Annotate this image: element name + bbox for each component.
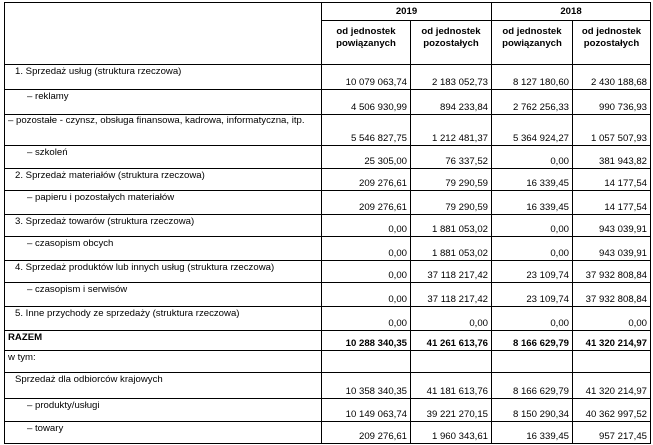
value-cell: 39 221 270,15 bbox=[411, 399, 492, 422]
value-cell: 79 290,59 bbox=[411, 191, 492, 215]
value-cell: 76 337,52 bbox=[411, 146, 492, 169]
row-label: 1. Sprzedaż usług (struktura rzeczowa) bbox=[5, 65, 322, 90]
table-row bbox=[5, 373, 651, 399]
value-cell: 1 881 053,02 bbox=[411, 215, 492, 237]
value-cell: 16 339,45 bbox=[492, 191, 573, 215]
col-2018-related: od jednostek powiązanych bbox=[492, 21, 573, 65]
value-cell: 23 109,74 bbox=[492, 261, 573, 283]
value-cell bbox=[492, 351, 573, 373]
value-cell: 0,00 bbox=[573, 307, 651, 331]
row-label: – szkoleń bbox=[5, 146, 322, 169]
row-label: w tym: bbox=[5, 351, 322, 373]
value-cell: 23 109,74 bbox=[492, 283, 573, 307]
table-row bbox=[5, 237, 651, 261]
row-label: – reklamy bbox=[5, 90, 322, 115]
table-row bbox=[5, 307, 651, 331]
table-row bbox=[5, 169, 651, 191]
value-cell: 0,00 bbox=[492, 307, 573, 331]
value-cell: 2 183 052,73 bbox=[411, 65, 492, 90]
value-cell: 0,00 bbox=[322, 261, 411, 283]
table-row bbox=[5, 283, 651, 307]
year-2018-header: 2018 bbox=[492, 3, 651, 21]
value-cell: 8 127 180,60 bbox=[492, 65, 573, 90]
value-cell: 381 943,82 bbox=[573, 146, 651, 169]
value-cell: 41 181 613,76 bbox=[411, 373, 492, 399]
value-cell: 943 039,91 bbox=[573, 215, 651, 237]
value-cell: 894 233,84 bbox=[411, 90, 492, 115]
value-cell: 8 166 629,79 bbox=[492, 373, 573, 399]
value-cell: 990 736,93 bbox=[573, 90, 651, 115]
value-cell: 2 762 256,33 bbox=[492, 90, 573, 115]
value-cell: 40 362 997,52 bbox=[573, 399, 651, 422]
value-cell: 209 276,61 bbox=[322, 191, 411, 215]
total-value-cell: 41 261 613,76 bbox=[411, 331, 492, 351]
row-label: Sprzedaż dla odbiorców krajowych bbox=[5, 373, 322, 399]
value-cell: 0,00 bbox=[492, 237, 573, 261]
total-value-cell: 8 166 629,79 bbox=[492, 331, 573, 351]
row-label: 5. Inne przychody ze sprzedaży (struktura rzeczowa) bbox=[5, 307, 322, 331]
value-cell: 10 358 340,35 bbox=[322, 373, 411, 399]
col-2018-other: od jednostek pozostałych bbox=[573, 21, 651, 65]
value-cell: 0,00 bbox=[492, 146, 573, 169]
total-value-cell: 10 288 340,35 bbox=[322, 331, 411, 351]
row-label: 3. Sprzedaż towarów (struktura rzeczowa) bbox=[5, 215, 322, 237]
table-row bbox=[5, 351, 651, 373]
row-label: 2. Sprzedaż materiałów (struktura rzeczowa) bbox=[5, 169, 322, 191]
table-row bbox=[5, 65, 651, 90]
value-cell bbox=[322, 351, 411, 373]
value-cell: 10 079 063,74 bbox=[322, 65, 411, 90]
value-cell: 209 276,61 bbox=[322, 169, 411, 191]
value-cell: 37 118 217,42 bbox=[411, 283, 492, 307]
row-label: – czasopism obcych bbox=[5, 237, 322, 261]
row-label: – produkty/usługi bbox=[5, 399, 322, 422]
value-cell: 79 290,59 bbox=[411, 169, 492, 191]
value-cell: 14 177,54 bbox=[573, 169, 651, 191]
header-blank-cell bbox=[5, 3, 322, 65]
row-label: 4. Sprzedaż produktów lub innych usług (struktura rzeczowa) bbox=[5, 261, 322, 283]
value-cell: 37 932 808,84 bbox=[573, 283, 651, 307]
total-value-cell: 41 320 214,97 bbox=[573, 331, 651, 351]
value-cell: 1 057 507,93 bbox=[573, 115, 651, 146]
value-cell: 37 932 808,84 bbox=[573, 261, 651, 283]
value-cell: 14 177,54 bbox=[573, 191, 651, 215]
value-cell: 8 150 290,34 bbox=[492, 399, 573, 422]
col-2019-other: od jednostek pozostałych bbox=[411, 21, 492, 65]
value-cell bbox=[411, 351, 492, 373]
row-label: – czasopism i serwisów bbox=[5, 283, 322, 307]
value-cell: 943 039,91 bbox=[573, 237, 651, 261]
year-2019-header: 2019 bbox=[322, 3, 492, 21]
col-2019-related: od jednostek powiązanych bbox=[322, 21, 411, 65]
value-cell: 10 149 063,74 bbox=[322, 399, 411, 422]
table-row bbox=[5, 422, 651, 444]
table-row bbox=[5, 261, 651, 283]
value-cell: 209 276,61 bbox=[322, 422, 411, 444]
value-cell: 16 339,45 bbox=[492, 422, 573, 444]
value-cell: 25 305,00 bbox=[322, 146, 411, 169]
year-header-row bbox=[5, 3, 651, 21]
total-label: RAZEM bbox=[5, 331, 322, 351]
value-cell: 5 546 827,75 bbox=[322, 115, 411, 146]
value-cell: 1 960 343,61 bbox=[411, 422, 492, 444]
row-label: – papieru i pozostałych materiałów bbox=[5, 191, 322, 215]
value-cell: 5 364 924,27 bbox=[492, 115, 573, 146]
row-label: – pozostałe - czynsz, obsługa finansowa, kadrowa, informatyczna, itp. bbox=[5, 115, 322, 146]
table-row bbox=[5, 115, 651, 146]
table-row bbox=[5, 191, 651, 215]
value-cell: 16 339,45 bbox=[492, 169, 573, 191]
table-row bbox=[5, 215, 651, 237]
value-cell: 37 118 217,42 bbox=[411, 261, 492, 283]
revenue-table bbox=[4, 2, 651, 444]
value-cell: 2 430 188,68 bbox=[573, 65, 651, 90]
value-cell: 41 320 214,97 bbox=[573, 373, 651, 399]
total-row bbox=[5, 331, 651, 351]
value-cell: 4 506 930,99 bbox=[322, 90, 411, 115]
value-cell bbox=[573, 351, 651, 373]
row-label: – towary bbox=[5, 422, 322, 444]
value-cell: 0,00 bbox=[492, 215, 573, 237]
table-row bbox=[5, 90, 651, 115]
value-cell: 0,00 bbox=[411, 307, 492, 331]
value-cell: 957 217,45 bbox=[573, 422, 651, 444]
value-cell: 1 881 053,02 bbox=[411, 237, 492, 261]
value-cell: 0,00 bbox=[322, 307, 411, 331]
value-cell: 1 212 481,37 bbox=[411, 115, 492, 146]
table-row bbox=[5, 399, 651, 422]
value-cell: 0,00 bbox=[322, 283, 411, 307]
value-cell: 0,00 bbox=[322, 215, 411, 237]
table-row bbox=[5, 146, 651, 169]
value-cell: 0,00 bbox=[322, 237, 411, 261]
